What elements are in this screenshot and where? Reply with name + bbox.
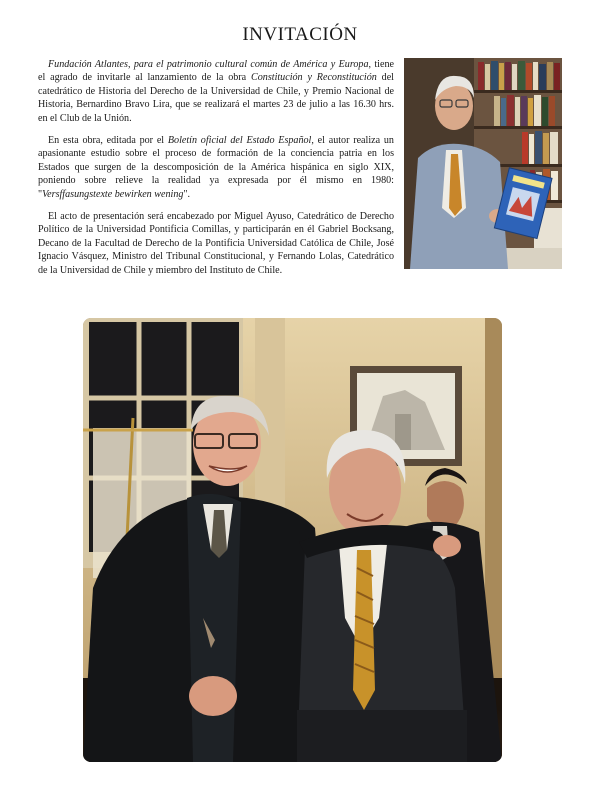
event-photo xyxy=(83,318,502,762)
invitation-title: INVITACIÓN xyxy=(242,24,358,45)
paragraph-description: En esta obra, editada por el Boletín oficial del Estado Español, el autor realiza un apasionante estudio sobre el proceso de formación de la conciencia patria en los Estados que surgen de la descomposición de la América hispánica en siglo XIX, poniendo sobre relieve la realidad ya expresada por él mismo en 1980: "Versffasungstexte bewirken wening". xyxy=(38,135,394,200)
book-title: Constitución y Reconstitución xyxy=(251,72,377,84)
paragraph-participants: El acto de presentación será encabezado por Miguel Ayuso, Catedrático de Derecho Político de la Universidad Pontificia Comillas, y participarán en él Gabriel Bocksang, Decano de la Facultad de Derecho de la Pontificia Universidad Católica de Chile, José Ignacio Vásquez, Ministro del Tribunal Constitucional, y Fernando Lolas, Catedrático de la Universidad de Chile y miembro del Instituto de Chile. xyxy=(38,211,394,276)
paragraph-intro: Fundación Atlantes, para el patrimonio cultural común de América y Europa, tiene el agrado de invitarle al lanzamiento de la obra Constitución y Reconstitución del catedrático de Historia del Derecho de la Universidad de Chile, y Premio Nacional de Historia, Bernardino Bravo Lira, que se realizará el martes 23 de julio a las 16.30 hrs. en el Club de la Unión. xyxy=(38,59,394,124)
invitation-body xyxy=(38,58,394,286)
author-photo xyxy=(404,58,562,269)
organization-name: Fundación Atlantes, para el patrimonio cultural común de América y Europa xyxy=(48,59,369,70)
journal-name: Boletín oficial del Estado Español xyxy=(167,135,312,147)
author-quote: Versffasungstexte bewirken wening xyxy=(42,188,184,200)
